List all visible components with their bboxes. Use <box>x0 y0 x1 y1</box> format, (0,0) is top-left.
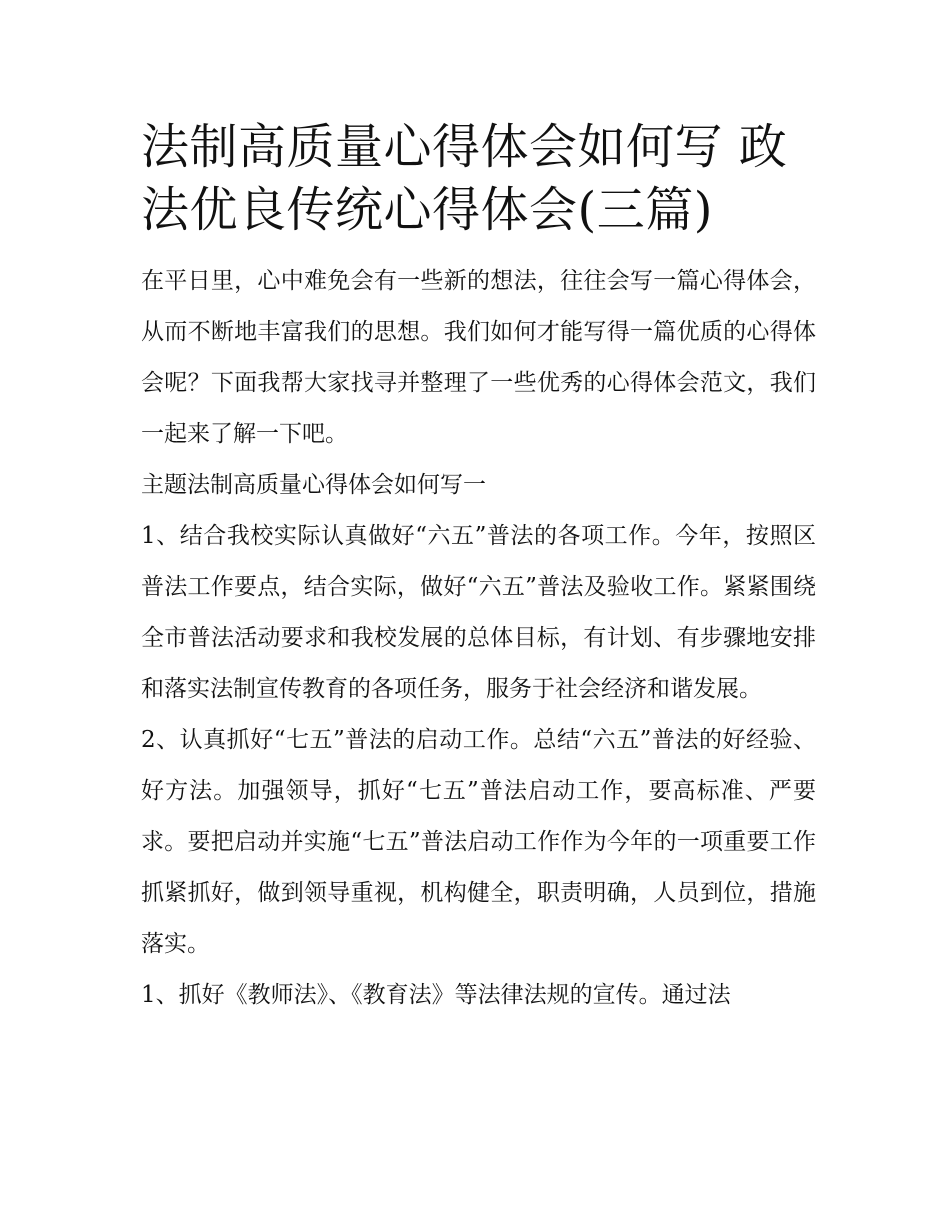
document-body <box>141 116 816 1021</box>
body-paragraph: 1、抓好《教师法》、《教育法》等法律法规的宣传。通过法 <box>141 982 731 1008</box>
body-paragraph: 1、结合我校实际认真做好“六五”普法的各项工作。今年，按照区普法工作要点，结合实际，做好“六五”普法及验收工作。紧紧围绕全市普法活动要求和我校发展的总体目标，有计划、有步骤地安排和落实法制宣传教育的各项任务，服务于社会经济和谐发展。 <box>141 523 816 702</box>
body-paragraph: 2、认真抓好“七五”普法的启动工作。总结“六五”普法的好经验、好方法。加强领导，抓好“七五”普法启动工作，要高标准、严要求。要把启动并实施“七五”普法启动工作作为今年的一项重要工作抓紧抓好，做到领导重视，机构健全，职责明确，人员到位，措施落实。 <box>141 727 816 957</box>
section-heading: 主题法制高质量心得体会如何写一 <box>141 472 486 498</box>
document-title: 法制高质量心得体会如何写 政法优良传统心得体会(三篇) <box>141 119 788 238</box>
intro-paragraph: 在平日里，心中难免会有一些新的想法，往往会写一篇心得体会，从而不断地丰富我们的思想。我们如何才能写得一篇优质的心得体会呢？下面我帮大家找寻并整理了一些优秀的心得体会范文，我们一起来了解一下吧。 <box>141 268 816 447</box>
